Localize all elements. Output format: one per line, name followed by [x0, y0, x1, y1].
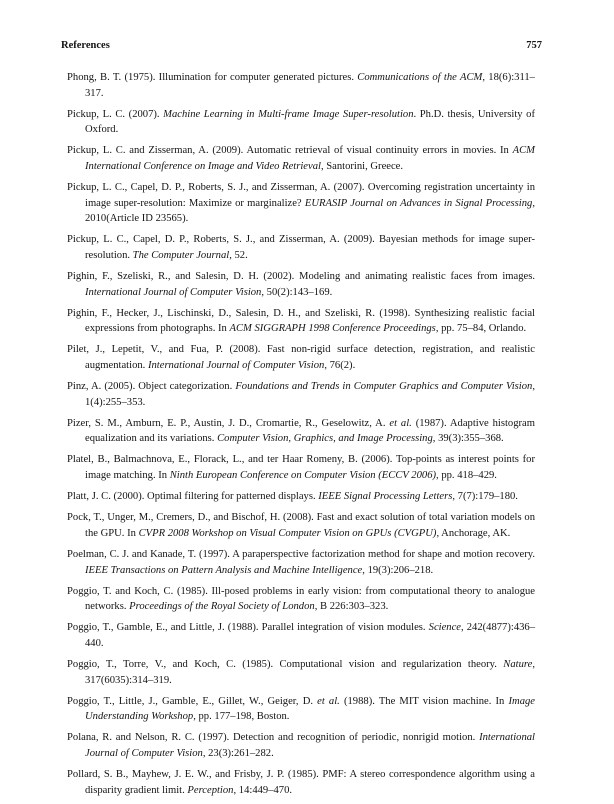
reference-entry — [67, 694, 535, 725]
reference-pre: Polana, R. and Nelson, R. C. (1997). Detection and recognition of periodic, nonrigid motion. — [67, 732, 480, 744]
reference-entry — [67, 730, 535, 761]
reference-list — [67, 70, 535, 804]
reference-pre: Pighin, F., Szeliski, R., and Salesin, D. H. (2002). Modeling and animating realistic faces from images. — [67, 271, 535, 283]
reference-pre2: (1988). The MIT vision machine. In — [339, 695, 509, 707]
reference-venue: IEEE Transactions on Pattern Analysis and Machine Intelligence — [85, 564, 363, 576]
reference-post: , 317(6035):314–319. — [85, 659, 535, 686]
reference-venue: Nature — [503, 659, 533, 670]
reference-pre: Pollard, S. B., Mayhew, J. E. W., and Frisby, J. P. (1985). PMF: A stereo correspondence algorithm using a disparity gradient limit. — [67, 769, 535, 796]
reference-venue: ACM International Conference on Image and Video Retrieval — [85, 145, 535, 172]
reference-post: , 76(2). — [324, 360, 356, 371]
reference-post: , 242(4877):436–440. — [85, 622, 536, 649]
reference-post: , 52. — [229, 249, 248, 261]
reference-post: , 1(4):255–353. — [85, 381, 535, 408]
page-number: 757 — [526, 40, 542, 51]
section-title: References — [61, 40, 110, 51]
reference-venue: Image Understanding Workshop — [85, 695, 535, 723]
reference-pre: Platt, J. C. (2000). Optimal filtering for patterned displays. — [67, 491, 319, 503]
reference-venue: Science — [428, 622, 461, 634]
reference-pre: Pighin, F., Hecker, J., Lischinski, D., Salesin, D. H., and Szeliski, R. (1998). Synthesizing realistic facial expressions from photographs. In — [67, 307, 535, 335]
reference-pre: Poggio, T., Gamble, E., and Little, J. (1988). Parallel integration of vision modules. — [67, 622, 429, 634]
reference-etal: et al. — [317, 695, 340, 707]
reference-pre2: (1987). Adaptive histogram equalization and its variations. — [85, 417, 535, 445]
reference-entry — [67, 107, 535, 138]
reference-venue: Foundations and Trends in Computer Graphics and Computer Vision — [235, 381, 533, 393]
reference-entry — [67, 547, 535, 578]
reference-post: , pp. 75–84, Orlando. — [435, 323, 527, 335]
reference-entry — [67, 767, 535, 798]
reference-pre: Pock, T., Unger, M., Cremers, D., and Bischof, H. (2008). Fast and exact solution of total variation models on the GPU. In — [67, 512, 535, 539]
reference-pre: Poggio, T., Torre, V., and Koch, C. (1985). Computational vision and regularization theory. — [67, 659, 504, 670]
reference-venue: Proceedings of the Royal Society of London — [129, 601, 315, 613]
reference-post: , pp. 418–429. — [436, 470, 497, 482]
reference-venue: IEEE Signal Processing Letters — [318, 491, 453, 503]
reference-entry — [67, 510, 535, 541]
reference-entry — [67, 306, 535, 337]
reference-pre: Pizer, S. M., Amburn, E. P., Austin, J. D., Cromartie, R., Geselowitz, A. — [67, 417, 390, 429]
reference-entry — [67, 416, 535, 447]
reference-pre: Platel, B., Balmachnova, E., Florack, L., and ter Haar Romeny, B. (2006). Top-points as interest points for image matching. In — [67, 454, 535, 482]
reference-pre: Poggio, T. and Koch, C. (1985). Ill-posed problems in early vision: from computational theory to analogue networks. — [67, 585, 535, 613]
reference-pre: Pinz, A. (2005). Object categorization. — [67, 381, 236, 393]
reference-etal: et al. — [389, 417, 412, 429]
reference-pre: Poelman, C. J. and Kanade, T. (1997). A paraperspective factorization method for shape and motion recovery. — [67, 548, 535, 560]
reference-entry — [67, 180, 535, 227]
reference-venue: CVPR 2008 Workshop on Visual Computer Vision on GPUs (CVGPU) — [138, 527, 437, 539]
reference-entry — [67, 489, 535, 505]
reference-entry — [67, 620, 535, 651]
reference-pre: Pickup, L. C. (2007). — [67, 108, 164, 120]
reference-pre: Pickup, L. C. and Zisserman, A. (2009). Automatic retrieval of visual continuity errors in movies. In — [67, 145, 513, 157]
reference-entry — [67, 342, 535, 373]
reference-post: , 7(7):179–180. — [452, 491, 518, 503]
reference-pre: Phong, B. T. (1975). Illumination for computer generated pictures. — [67, 72, 358, 83]
reference-venue: Ninth European Conference on Computer Vision (ECCV 2006) — [169, 470, 437, 482]
reference-pre: Pickup, L. C., Capel, D. P., Roberts, S. J., and Zisserman, A. (2007). Overcoming registration uncertainty in image super-resolution: Maximize or marginalize? — [67, 182, 535, 209]
reference-post: , 18(6):311–317. — [85, 72, 535, 99]
reference-venue: EURASIP Journal on Advances in Signal Processing — [304, 197, 533, 209]
reference-post: , Santorini, Greece. — [320, 160, 404, 172]
reference-venue: Perception — [187, 784, 234, 796]
reference-venue: Communications of the ACM — [357, 72, 483, 83]
running-header — [61, 40, 542, 54]
reference-pre: Poggio, T., Little, J., Gamble, E., Gillet, W., Geiger, D. — [67, 695, 318, 707]
reference-venue: The Computer Journal — [132, 249, 230, 261]
reference-venue: ACM SIGGRAPH 1998 Conference Proceedings — [229, 323, 436, 335]
reference-entry — [67, 269, 535, 300]
reference-post: , Anchorage, AK. — [436, 527, 511, 539]
reference-pre: Pickup, L. C., Capel, D. P., Roberts, S. J., and Zisserman, A. (2009). Bayesian methods for image super-resolution. — [67, 234, 535, 261]
reference-entry — [67, 143, 535, 174]
reference-post: , pp. 177–198, Boston. — [193, 711, 290, 723]
reference-entry — [67, 379, 535, 410]
reference-venue: International Journal of Computer Vision — [85, 286, 262, 298]
reference-entry — [67, 584, 535, 615]
reference-venue: International Journal of Computer Vision — [85, 732, 535, 759]
reference-post: , 19(3):206–218. — [362, 564, 434, 576]
reference-entry — [67, 657, 535, 688]
reference-venue: Machine Learning in Multi-frame Image Super-resolution — [163, 108, 414, 120]
reference-post: , 14:449–470. — [233, 784, 293, 796]
reference-post: , 2010(Article ID 23565). — [85, 197, 535, 225]
reference-venue: Computer Vision, Graphics, and Image Processing — [217, 433, 433, 445]
reference-post: . Ph.D. thesis, University of Oxford. — [85, 108, 535, 136]
reference-entry — [67, 70, 535, 101]
reference-entry — [67, 232, 535, 263]
reference-post: , 39(3):355–368. — [432, 433, 504, 445]
reference-venue: International Journal of Computer Vision — [147, 360, 325, 371]
reference-post: , B 226:303–323. — [314, 601, 389, 613]
reference-pre: Pilet, J., Lepetit, V., and Fua, P. (2008). Fast non-rigid surface detection, registration, and realistic augmentation. — [67, 344, 535, 371]
reference-entry — [67, 452, 535, 483]
reference-post: , 23(3):261–282. — [202, 747, 274, 759]
reference-post: , 50(2):143–169. — [261, 286, 333, 298]
